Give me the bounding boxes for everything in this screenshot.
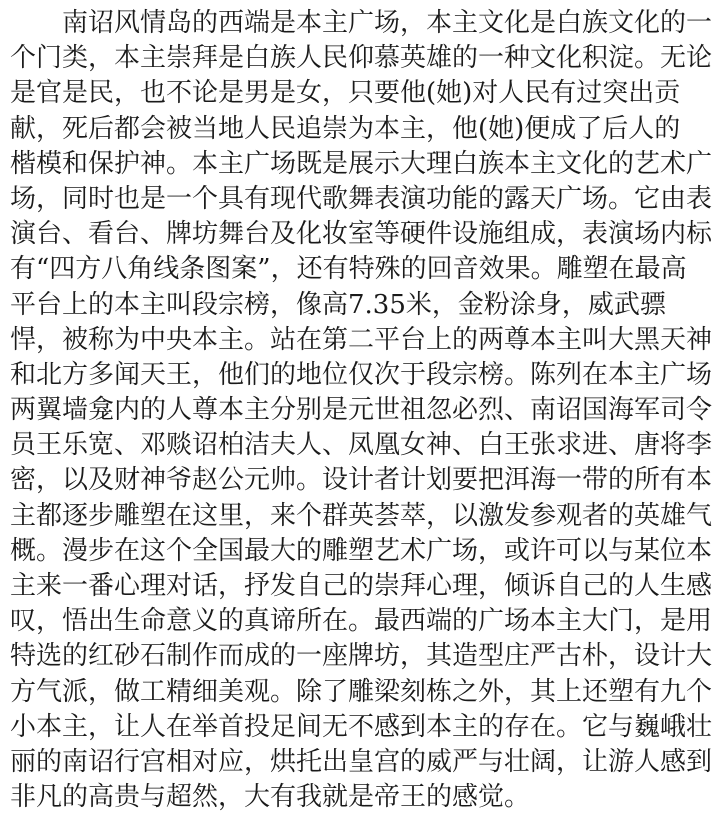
- text-line: 楷模和保护神。本主广场既是展示大理白族本主文化的艺术广: [10, 148, 712, 179]
- body-paragraph: [10, 6, 712, 815]
- text-line: 南诏风情岛的西端是本主广场，本主文化是白族文化的一: [62, 8, 712, 38]
- text-line: 员王乐宽、邓赕诏柏洁夫人、凤凰女神、白王张求进、唐将李: [10, 430, 712, 461]
- text-line: 平台上的本主叫段宗榜，像高7.35米，金粉涂身，威武骠: [10, 289, 666, 320]
- text-line: 概。漫步在这个全国最大的雕塑艺术广场，或许可以与某位本: [10, 535, 712, 566]
- text-line: 场，同时也是一个具有现代歌舞表演功能的露天广场。它由表: [10, 183, 712, 214]
- text-line: 有“四方八角线条图案”，还有特殊的回音效果。雕塑在最高: [10, 254, 687, 285]
- text-line: 两翼墙龛内的人尊本主分别是元世祖忽必烈、南诏国海军司令: [10, 395, 712, 426]
- text-line: 是官是民，也不论是男是女，只要他(她)对人民有过突出贡: [10, 78, 681, 109]
- text-line: 主来一番心理对话，抒发自己的崇拜心理，倾诉自己的人生感: [10, 571, 712, 601]
- text-line: 特选的红砂石制作而成的一座牌坊，其造型庄严古朴，设计大: [10, 641, 712, 672]
- text-line: 丽的南诏行宫相对应，烘托出皇宫的威严与壮阔，让游人感到: [10, 746, 712, 777]
- text-line: 小本主，让人在举首投足间无不感到本主的存在。它与巍峨壮: [10, 711, 712, 742]
- text-line: 演台、看台、牌坊舞台及化妆室等硬件设施组成，表演场内标: [10, 219, 712, 250]
- text-line: 和北方多闻天王，他们的地位仅次于段宗榜。陈列在本主广场: [10, 359, 712, 390]
- text-line: 叹，悟出生命意义的真谛所在。最西端的广场本主大门，是用: [10, 606, 712, 637]
- text-line: 主都逐步雕塑在这里，来个群英荟萃，以激发参观者的英雄气: [10, 500, 712, 531]
- text-line: 密，以及财神爷赵公元帅。设计者计划要把洱海一带的所有本: [10, 465, 712, 496]
- text-line: 方气派，做工精细美观。除了雕梁刻栋之外，其上还塑有九个: [10, 676, 712, 707]
- text-line: 非凡的高贵与超然，大有我就是帝王的感觉。: [10, 782, 531, 813]
- text-line: 悍，被称为中央本主。站在第二平台上的两尊本主叫大黑天神: [10, 324, 712, 355]
- text-line: 献，死后都会被当地人民追崇为本主，他(她)便成了后人的: [10, 113, 681, 144]
- text-line: 个门类，本主崇拜是白族人民仰慕英雄的一种文化积淀。无论: [10, 43, 712, 74]
